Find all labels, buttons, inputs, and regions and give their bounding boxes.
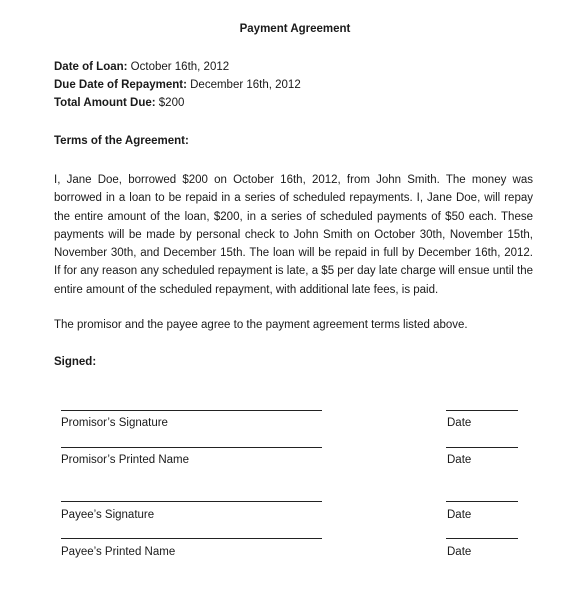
promisor-name-line[interactable] xyxy=(61,447,322,448)
terms-body: I, Jane Doe, borrowed $200 on October 16th, 2012, from John Smith. The money was borrowed in a loan to be repaid in a series of scheduled repayments. I, Jane Doe, will repay the entire amount of the loan, $200, in a series of scheduled payments of $50 each. These payments will be made by personal check to John Smith on October 30th, November 15th, November 30th, and December 15th. The loan will be repaid in full by December 16th, 2012. If for any reason any scheduled repayment is late, a $5 per day late charge will ensue until the entire amount of the scheduled repayment, with additional late fees, is paid. xyxy=(54,174,533,296)
promisor-signature-date-line[interactable] xyxy=(446,410,518,411)
payee-signature-date-line[interactable] xyxy=(446,501,518,502)
promisor-name-date-label: Date xyxy=(447,454,472,466)
total-due-value: $200 xyxy=(155,97,185,109)
total-due-row xyxy=(54,97,184,109)
loan-date-value: October 16th, 2012 xyxy=(127,61,230,73)
loan-date-row xyxy=(54,61,229,73)
signed-heading: Signed: xyxy=(54,356,97,368)
promisor-signature-date-label: Date xyxy=(447,417,472,429)
terms-heading: Terms of the Agreement: xyxy=(54,135,189,147)
agreement-statement: The promisor and the payee agree to the payment agreement terms listed above. xyxy=(54,319,468,331)
payee-name-date-label: Date xyxy=(447,546,472,558)
payee-signature-line[interactable] xyxy=(61,501,322,502)
promisor-signature-label: Promisor’s Signature xyxy=(61,417,168,429)
promisor-signature-line[interactable] xyxy=(61,410,322,411)
promisor-name-date-line[interactable] xyxy=(446,447,518,448)
due-date-label: Due Date of Repayment: xyxy=(54,79,187,91)
payee-name-line[interactable] xyxy=(61,538,322,539)
payee-signature-date-label: Date xyxy=(447,509,472,521)
total-due-label: Total Amount Due: xyxy=(54,97,156,109)
payee-name-label: Payee’s Printed Name xyxy=(61,546,176,558)
document-title: Payment Agreement xyxy=(239,23,351,35)
due-date-row xyxy=(54,79,301,91)
loan-date-label: Date of Loan: xyxy=(54,61,128,73)
due-date-value: December 16th, 2012 xyxy=(186,79,301,91)
payee-name-date-line[interactable] xyxy=(446,538,518,539)
promisor-name-label: Promisor’s Printed Name xyxy=(61,454,190,466)
payee-signature-label: Payee’s Signature xyxy=(61,509,155,521)
